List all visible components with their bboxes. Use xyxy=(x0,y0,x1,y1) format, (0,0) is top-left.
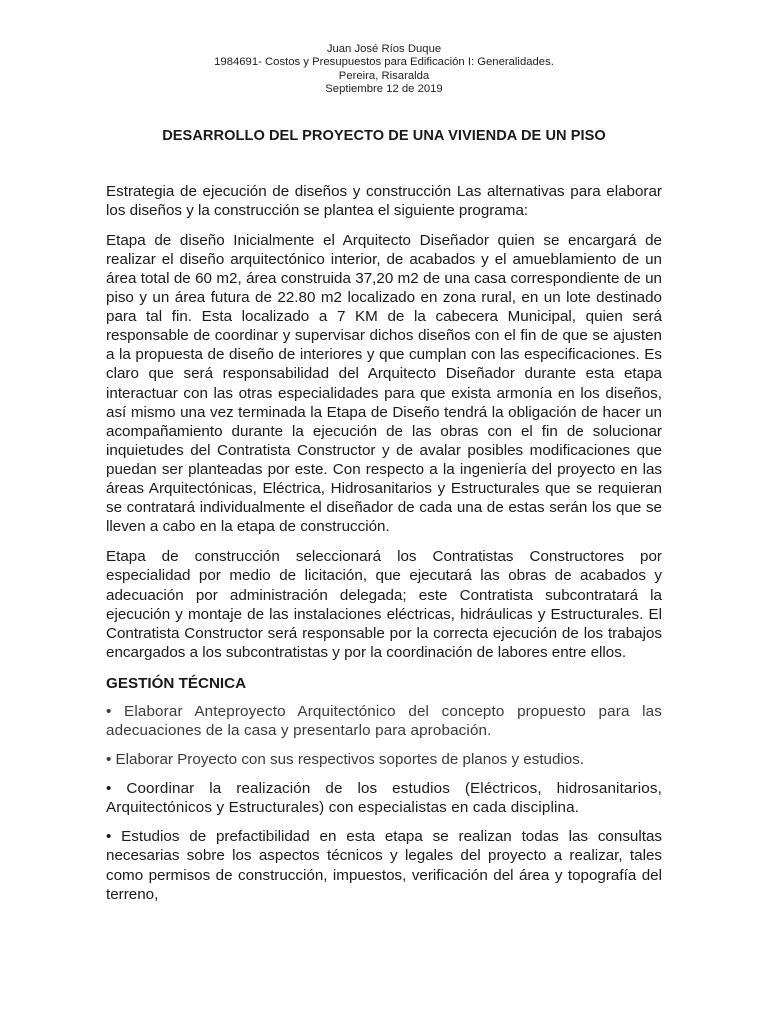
section-heading-gestion-tecnica: GESTIÓN TÉCNICA xyxy=(106,674,247,692)
header-location: Pereira, Risaralda xyxy=(338,69,430,82)
document-header xyxy=(106,43,662,97)
bullet-coordinar-estudios: • Coordinar la realización de los estudios (Eléctricos, hidrosanitarios, Arquitectónicos y Estructurales) con especialistas en cada disciplina. xyxy=(106,780,662,817)
bullet-prefactibilidad: • Estudios de prefactibilidad en esta etapa se realizan todas las consultas necesarias sobre los aspectos técnicos y legales del proyecto a realizar, tales como permisos de construcción, impuestos, verificación del área y topografía del terreno, xyxy=(106,828,662,903)
bullet-proyecto: • Elaborar Proyecto con sus respectivos soportes de planos y estudios. xyxy=(106,751,585,769)
paragraph-strategy: Estrategia de ejecución de diseños y construcción Las alternativas para elaborar los diseños y la construcción se plantea el siguiente programa: xyxy=(106,182,662,219)
document-body xyxy=(106,182,662,904)
paragraph-construction-stage: Etapa de construcción seleccionará los Contratistas Constructores por especialidad por medio de licitación, que ejecutará las obras de acabados y adecuación por administración delegada; este Contratista subcontratará la ejecución y montaje de las instalaciones eléctricas, hidráulicas y Estructurales. El Contratista Constructor será responsable por la correcta ejecución de los trabajos encargados a los subcontratistas y por la coordinación de labores entre ellos. xyxy=(106,548,662,661)
header-course: 1984691- Costos y Presupuestos para Edificación I: Generalidades. xyxy=(214,56,554,69)
header-date: Septiembre 12 de 2019 xyxy=(325,83,443,96)
bullet-anteproyecto: • Elaborar Anteproyecto Arquitectónico del concepto propuesto para las adecuaciones de la casa y presentarlo para aprobación. xyxy=(106,702,662,739)
header-author: Juan José Ríos Duque xyxy=(326,43,442,55)
document-title: DESARROLLO DEL PROYECTO DE UNA VIVIENDA DE UN PISO xyxy=(162,127,606,144)
paragraph-design-stage: Etapa de diseño Inicialmente el Arquitecto Diseñador quien se encargará de realizar el diseño arquitectónico interior, de acabados y el amueblamiento de un área total de 60 m2, área construida 37,20 m2 de una casa correspondiente de un piso y un área futura de 22.80 m2 localizado en zona rural, en un lote destinado para tal fin. Esta localizado a 7 KM de la cabecera Municipal, quien será responsable de coordinar y supervisar dichos diseños con el fin de que se ajusten a la propuesta de diseño de interiores y que cumplan con las especificaciones. Es claro que será responsabilidad del Arquitecto Diseñador durante esta etapa interactuar con las otras especialidades para que exista armonía en los diseños, así mismo una vez terminada la Etapa de Diseño tendrá la obligación de hacer un acompañamiento durante la ejecución de las obras con el fin de solucionar inquietudes del Contratista Constructor y de avalar posibles modificaciones que puedan ser planteadas por este. Con respecto a la ingeniería del proyecto en las áreas Arquitectónicas, Eléctrica, Hidrosanitarios y Estructurales que se requieran se contratará individualmente el diseñador de cada una de estas serán los que se lleven a cabo en la etapa de construcción. xyxy=(106,231,662,536)
